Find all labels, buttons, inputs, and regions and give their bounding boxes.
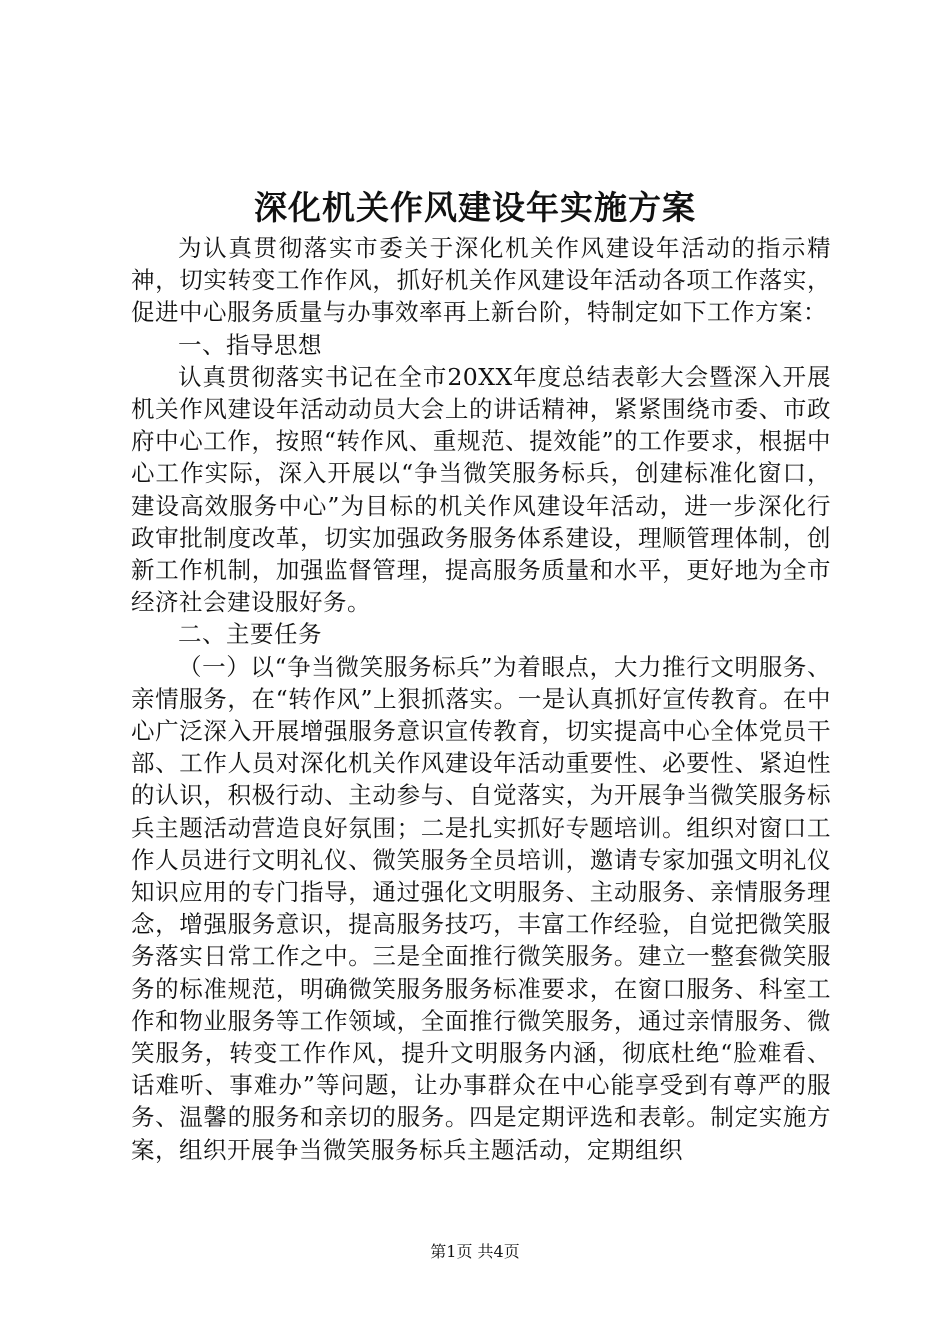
document-body xyxy=(131,232,831,1166)
section-heading-guiding-ideology: 一、指导思想 xyxy=(178,330,322,359)
main-tasks-paragraph: （一）以“争当微笑服务标兵”为着眼点，大力推行文明服务、亲情服务，在“转作风”上狠抓落实。一是认真抓好宣传教育。在中心广泛深入开展增强服务意识宣传教育，切实提高中心全体党员干部、工作人员对深化机关作风建设年活动重要性、必要性、紧迫性的认识，积极行动、主动参与、自觉落实，为开展争当微笑服务标兵主题活动营造良好氛围；二是扎实抓好专题培训。组织对窗口工作人员进行文明礼仪、微笑服务全员培训，邀请专家加强文明礼仪知识应用的专门指导，通过强化文明服务、主动服务、亲情服务理念，增强服务意识，提高服务技巧，丰富工作经验，自觉把微笑服务落实日常工作之中。三是全面推行微笑服务。建立一整套微笑服务的标准规范，明确微笑服务服务标准要求，在窗口服务、科室工作和物业服务等工作领域，全面推行微笑服务，通过亲情服务、微笑服务，转变工作作风，提升文明服务内涵，彻底杜绝“脸难看、话难听、事难办”等问题，让办事群众在中心能享受到有尊严的服务、温馨的服务和亲切的服务。四是定期评选和表彰。制定实施方案，组织开展争当微笑服务标兵主题活动，定期组织 xyxy=(131,652,831,1164)
document-title: 深化机关作风建设年实施方案 xyxy=(254,188,696,227)
intro-paragraph: 为认真贯彻落实市委关于深化机关作风建设年活动的指示精神，切实转变工作作风，抓好机关作风建设年活动各项工作落实，促进中心服务质量与办事效率再上新台阶，特制定如下工作方案： xyxy=(131,234,831,327)
guiding-ideology-paragraph: 认真贯彻落实书记在全市20XX年度总结表彰大会暨深入开展机关作风建设年活动动员大会上的讲话精神，紧紧围绕市委、市政府中心工作，按照“转作风、重规范、提效能”的工作要求，根据中心工作实际，深入开展以“争当微笑服务标兵，创建标准化窗口，建设高效服务中心”为目标的机关作风建设年活动，进一步深化行政审批制度改革，切实加强政务服务体系建设，理顺管理体制，创新工作机制，加强监督管理，提高服务质量和水平，更好地为全市经济社会建设服好务。 xyxy=(131,362,831,617)
section-heading-main-tasks: 二、主要任务 xyxy=(178,620,322,649)
page-footer: 第1页 共4页 xyxy=(430,1242,520,1261)
